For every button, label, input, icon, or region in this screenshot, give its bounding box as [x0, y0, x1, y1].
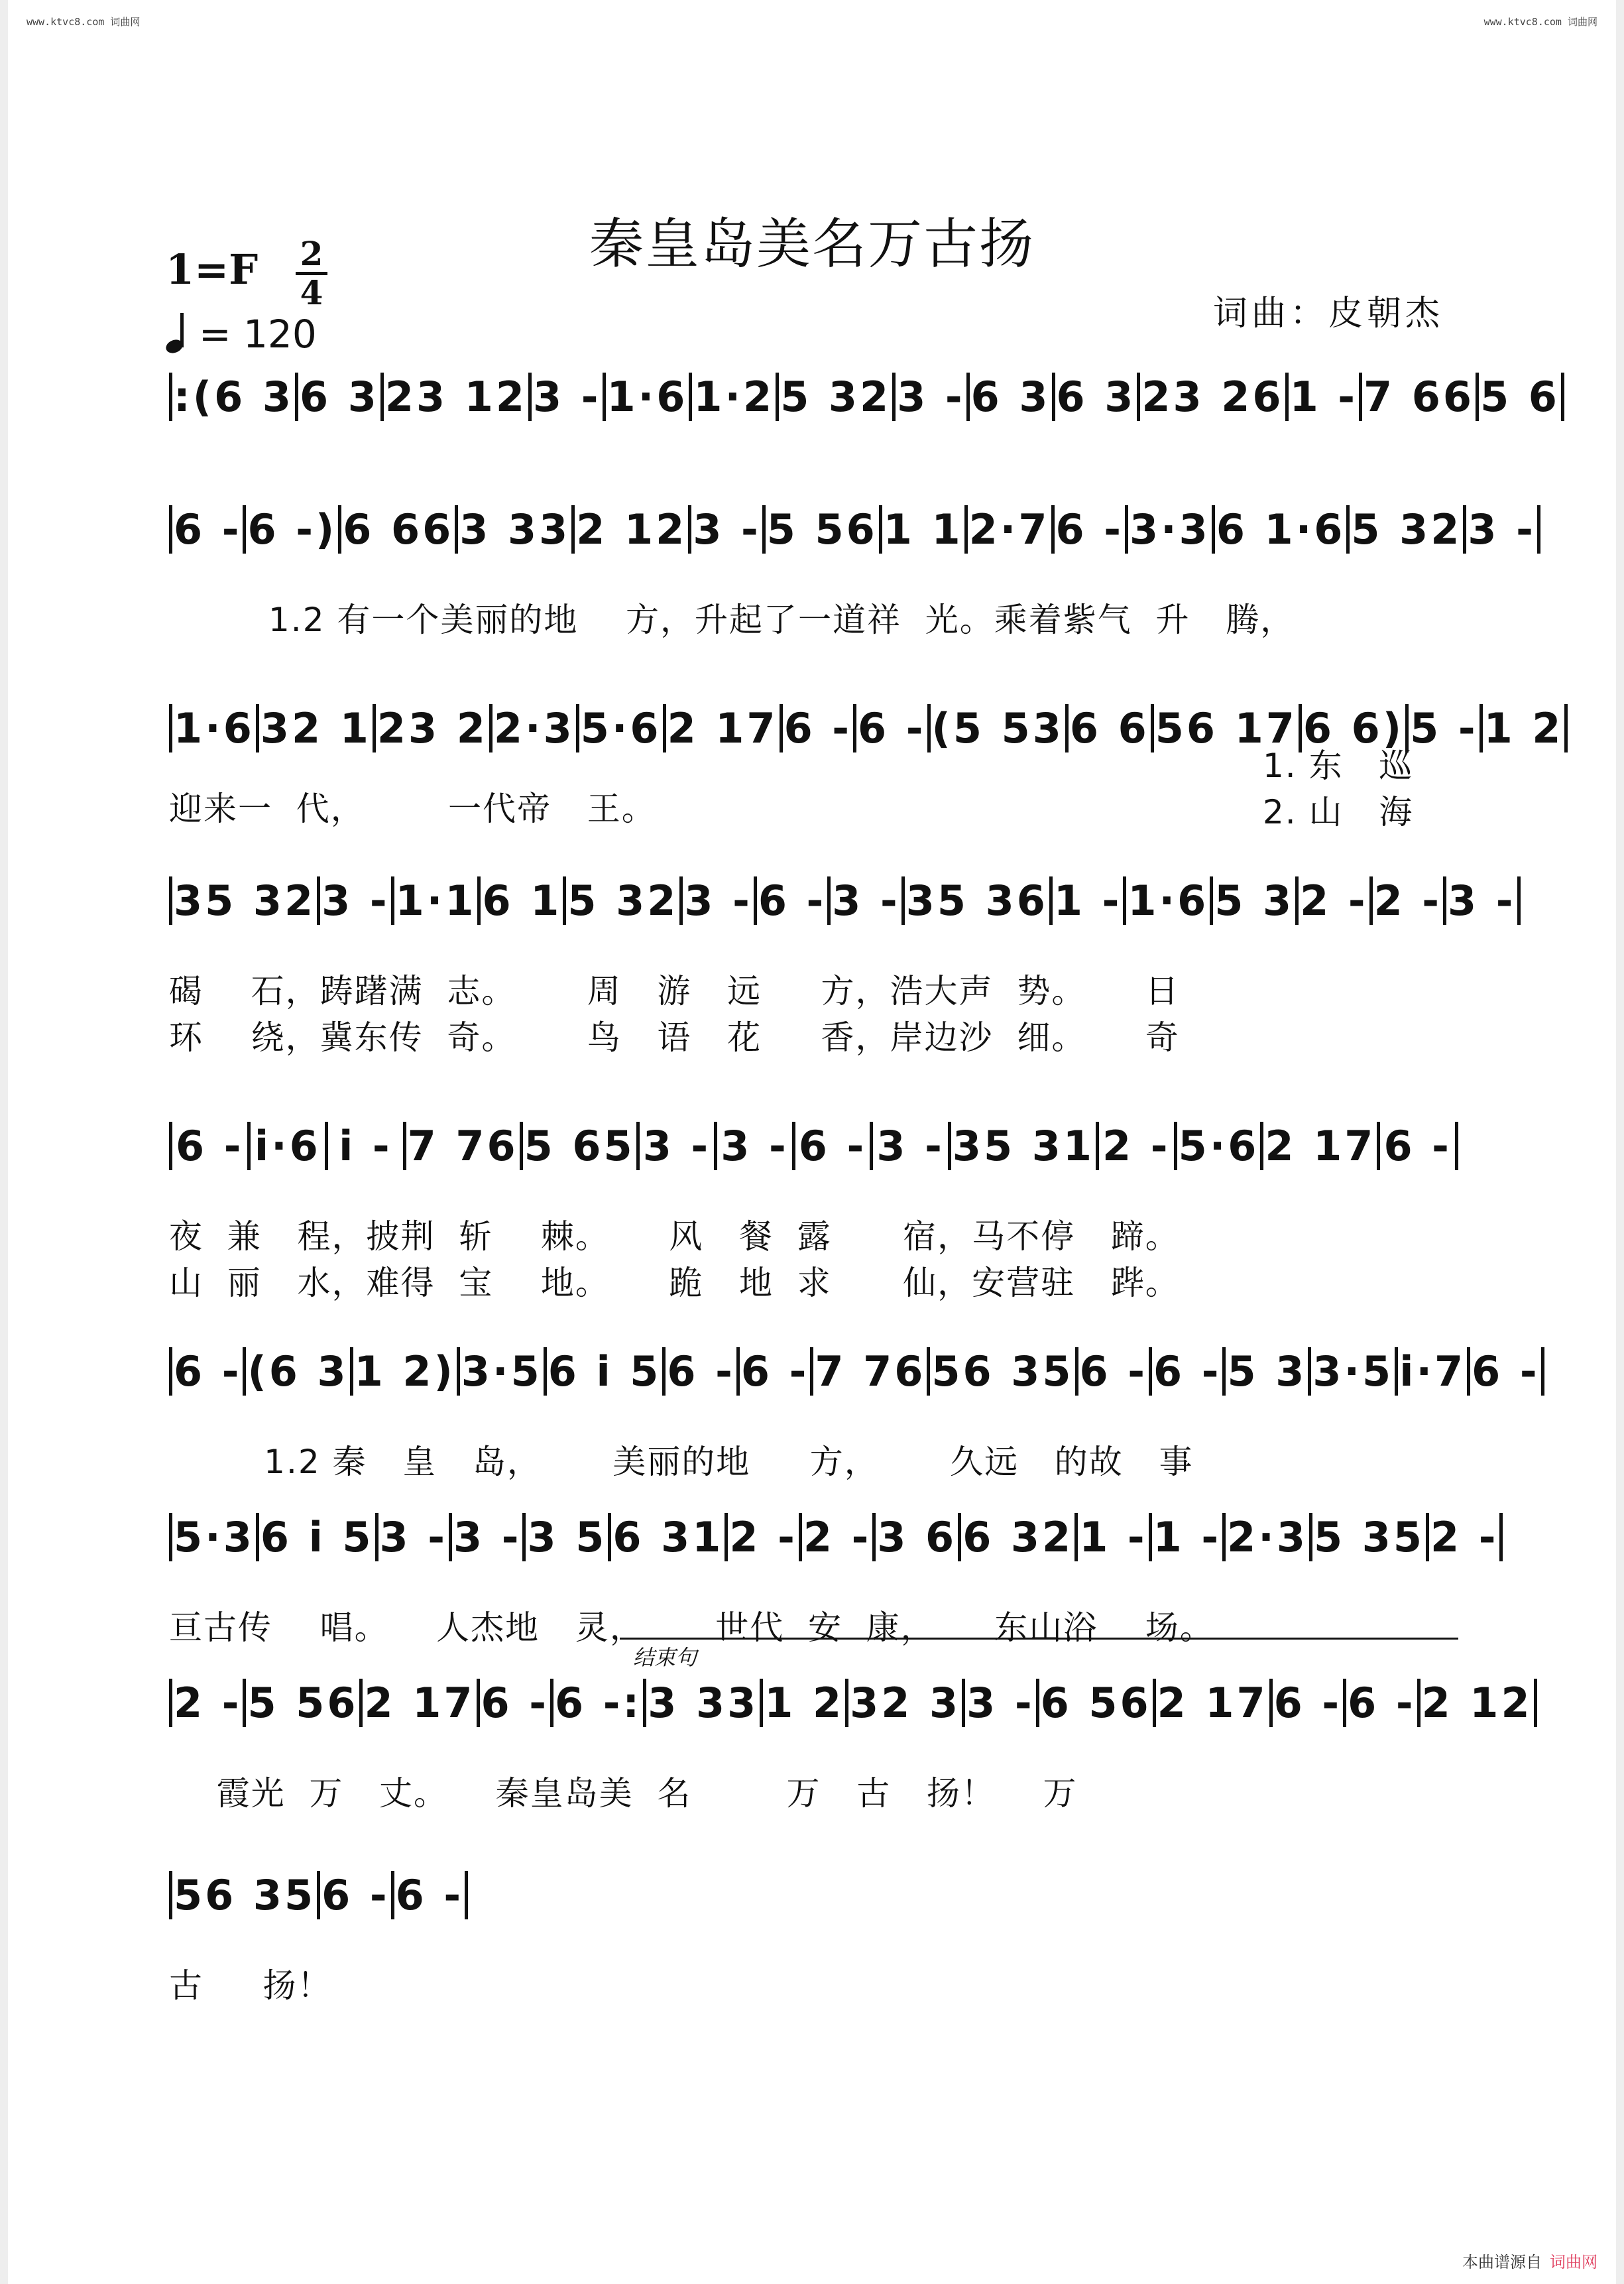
notation-row — [169, 491, 1536, 570]
measure: 2·3 — [493, 704, 579, 752]
header-note-left: www.ktvc8.com 词曲网 — [27, 16, 141, 28]
tempo-marking — [166, 312, 317, 357]
measure: 5 56 — [246, 1679, 363, 1727]
measure: 1 2) — [353, 1347, 460, 1396]
measure: 2 17 — [363, 1679, 479, 1727]
measure: 5 6 — [1479, 373, 1564, 421]
measure: 5 3 — [1226, 1347, 1311, 1396]
measure: 6 - — [1273, 1679, 1346, 1727]
measure: 32 1 — [259, 704, 376, 752]
measure: 6 6) — [1302, 704, 1409, 752]
measure: 3 - — [532, 373, 605, 421]
measure: 5·6 — [1177, 1122, 1264, 1170]
measure: 6 1·6 — [1215, 505, 1350, 554]
measure: 56 17 — [1154, 704, 1302, 752]
measure: 6 i 5 — [547, 1347, 666, 1396]
notation-row — [169, 1107, 1458, 1187]
lyric-line: 1. 东 巡 — [1263, 747, 1414, 785]
notation-measures — [169, 1122, 1458, 1170]
measure: 3 - — [965, 1679, 1039, 1727]
measure: 5 32 — [1350, 505, 1466, 554]
measure: 6 32 — [961, 1513, 1078, 1561]
measure: 3·5 — [460, 1347, 547, 1396]
measure: 3 - — [683, 876, 756, 925]
measure: 6 3 — [1055, 373, 1141, 421]
measure: 2 12 — [1421, 1679, 1537, 1727]
measure: 3 - — [1466, 505, 1540, 554]
measure: 6 - — [666, 1347, 739, 1396]
measure: 5·3 — [169, 1513, 259, 1561]
measure: 5·6 — [579, 704, 666, 752]
notation-measures — [169, 1347, 1540, 1396]
measure: 1 2 — [763, 1679, 848, 1727]
measure: 6 - — [169, 505, 246, 554]
measure: 1 2 — [1483, 704, 1568, 752]
measure: 56 35 — [169, 1871, 320, 1919]
lyric-line: 1.2 秦 皇 岛， 美丽的地 方， 久远 的故 事 — [169, 1443, 1194, 1481]
measure: 3 33 — [458, 505, 575, 554]
measure: 6 - — [1078, 1347, 1152, 1396]
footer-source — [1462, 2249, 1597, 2272]
ending-bracket — [620, 1638, 1458, 1640]
measure: 3 6 — [876, 1513, 961, 1561]
notation-row — [169, 1333, 1540, 1412]
measure: 5 32 — [779, 373, 896, 421]
measure: 6 - — [856, 704, 930, 752]
measure: 1 - — [1053, 876, 1126, 925]
measure: 6 -) — [246, 505, 341, 554]
measure: 35 31 — [951, 1122, 1099, 1170]
measure: 23 26 — [1140, 373, 1288, 421]
measure: 6 - — [169, 1347, 246, 1396]
composer-credit: 词曲：皮朝杰 — [1213, 294, 1444, 333]
notation-row — [169, 1856, 1458, 1936]
measure: 1·2 — [692, 373, 779, 421]
measure: 5 35 — [1312, 1513, 1429, 1561]
measure: 2 - — [1099, 1122, 1177, 1170]
footer-brand: 词曲网 — [1550, 2253, 1597, 2271]
measure: 6 - — [783, 704, 856, 752]
measure: 6 -: — [553, 1679, 646, 1727]
lyric-line: 碣 石，踌躇满 志。 周 游 远 方，浩大声 势。 日 — [169, 972, 1180, 1010]
measure: 5 65 — [523, 1122, 640, 1170]
measure: 6 - — [1152, 1347, 1226, 1396]
measure: 6 - — [1380, 1122, 1458, 1170]
measure: 3·3 — [1128, 505, 1215, 554]
measure: 6 1 — [481, 876, 566, 925]
measure: 6 - — [169, 1122, 251, 1170]
measure: 2 17 — [1263, 1122, 1380, 1170]
measure: 6 3 — [970, 373, 1055, 421]
measure: 3 - — [452, 1513, 526, 1561]
measure: :(6 3 — [169, 373, 298, 421]
measure: 3 5 — [526, 1513, 611, 1561]
measure: 6 31 — [611, 1513, 728, 1561]
measure: 2 - — [169, 1679, 246, 1727]
notation-measures — [169, 373, 1560, 421]
measure: 1 - — [1078, 1513, 1151, 1561]
meter-bottom: 4 — [300, 273, 323, 312]
measure: 6 - — [394, 1871, 468, 1919]
measure: 1 1 — [882, 505, 968, 554]
measure: 6 3 — [298, 373, 384, 421]
measure: 3·5 — [1311, 1347, 1398, 1396]
measure: 6 i 5 — [259, 1513, 378, 1561]
lyric-line: 迎来一 代， 一代帝 王。 — [169, 790, 656, 828]
measure: 3 - — [1446, 876, 1520, 925]
meter-top: 2 — [300, 234, 323, 273]
lyric-line: 亘古传 唱。 人杰地 灵， 世代 安 康， 东山浴 场。 — [169, 1608, 1214, 1647]
footer-text: 本曲谱源自 — [1462, 2253, 1542, 2271]
measure: (6 3 — [246, 1347, 353, 1396]
notation-row — [169, 358, 1560, 438]
measure: 1·6 — [1126, 876, 1213, 925]
measure: 7 76 — [406, 1122, 523, 1170]
measure: 7 76 — [813, 1347, 930, 1396]
measure: 2 12 — [575, 505, 691, 554]
time-signature — [292, 234, 331, 312]
measure: 1·1 — [394, 876, 481, 925]
notation-row — [169, 1664, 1533, 1744]
left-margin-rail — [0, 0, 8, 2284]
measure: 23 12 — [384, 373, 532, 421]
measure: 3 33 — [646, 1679, 763, 1727]
measure: 2·7 — [968, 505, 1055, 554]
measure: 6 - — [480, 1679, 553, 1727]
lyric-line: 夜 兼 程，披荆 斩 棘。 风 餐 露 宿，马不停 蹄。 — [169, 1217, 1180, 1256]
measure: 5 56 — [766, 505, 882, 554]
measure: 56 35 — [930, 1347, 1078, 1396]
measure: 2 - — [1299, 876, 1372, 925]
notation-measures — [169, 876, 1516, 925]
measure: 3 - — [320, 876, 394, 925]
measure: 32 3 — [848, 1679, 965, 1727]
lyric-line: 2. 山 海 — [1263, 793, 1414, 831]
right-margin-rail — [1616, 0, 1624, 2284]
song-title: 秦皇岛美名万古扬 — [589, 212, 1035, 276]
measure: 2 - — [1429, 1513, 1503, 1561]
measure: (5 53 — [931, 704, 1069, 752]
measure: 3 - — [896, 373, 969, 421]
measure: 7 66 — [1362, 373, 1479, 421]
tempo-value: = 120 — [199, 312, 317, 357]
lyric-line: 霞光 万 丈。 秦皇岛美 名 万 古 扬！ 万 — [169, 1774, 1078, 1813]
measure: 2 - — [728, 1513, 801, 1561]
measure: 3 - — [378, 1513, 452, 1561]
measure: 6 - — [1055, 505, 1128, 554]
lyric-line: 环 绕，冀东传 奇。 鸟 语 花 香，岸边沙 细。 奇 — [169, 1018, 1180, 1057]
measure: i·6 — [251, 1122, 329, 1170]
measure: 6 - — [757, 876, 831, 925]
measure: 35 32 — [169, 876, 320, 925]
measure: 5 - — [1409, 704, 1482, 752]
measure: 6 - — [320, 1871, 394, 1919]
measure: 2·3 — [1226, 1513, 1312, 1561]
lyric-line: 山 丽 水，难得 宝 地。 跪 地 求 仙，安营驻 跸。 — [169, 1264, 1180, 1302]
notation-measures — [169, 505, 1536, 554]
notation-measures — [169, 1513, 1499, 1561]
measure: 6 - — [1470, 1347, 1544, 1396]
header-note-right: www.ktvc8.com 词曲网 — [1483, 16, 1597, 28]
measure: 2 - — [1373, 876, 1446, 925]
notation-measures — [169, 1679, 1533, 1727]
lyric-line: 1.2 有一个美丽的地 方，升起了一道祥 光。乘着紫气 升 腾， — [268, 601, 1295, 639]
measure: 6 - — [740, 1347, 813, 1396]
measure: 5 32 — [566, 876, 683, 925]
measure: 3 - — [717, 1122, 795, 1170]
measure: 3 - — [831, 876, 904, 925]
lyric-line: 古 扬！ — [169, 1966, 332, 2005]
measure: 5 3 — [1213, 876, 1299, 925]
measure: 2 - — [802, 1513, 876, 1561]
measure: 6 - — [795, 1122, 874, 1170]
measure: i·7 — [1398, 1347, 1470, 1396]
measure: 6 - — [1346, 1679, 1420, 1727]
measure: 1 - — [1289, 373, 1362, 421]
measure: i - — [328, 1122, 406, 1170]
quarter-note-icon — [166, 314, 192, 354]
notation-row — [169, 1498, 1499, 1578]
measure: 1·6 — [606, 373, 693, 421]
measure: 3 - — [691, 505, 765, 554]
measure: 1·6 — [169, 704, 259, 752]
ending-label: 结束句 — [633, 1645, 697, 1670]
measure: 6 56 — [1039, 1679, 1156, 1727]
measure: 2 17 — [666, 704, 783, 752]
measure: 6 66 — [341, 505, 458, 554]
notation-row — [169, 862, 1516, 941]
measure: 2 17 — [1156, 1679, 1273, 1727]
measure: 35 36 — [905, 876, 1053, 925]
measure: 23 2 — [376, 704, 493, 752]
measure: 3 - — [640, 1122, 718, 1170]
measure: 1 - — [1152, 1513, 1226, 1561]
measure: 6 6 — [1069, 704, 1154, 752]
measure: 3 - — [873, 1122, 951, 1170]
notation-measures — [169, 1871, 464, 1919]
key-signature: 1=F — [166, 245, 259, 294]
